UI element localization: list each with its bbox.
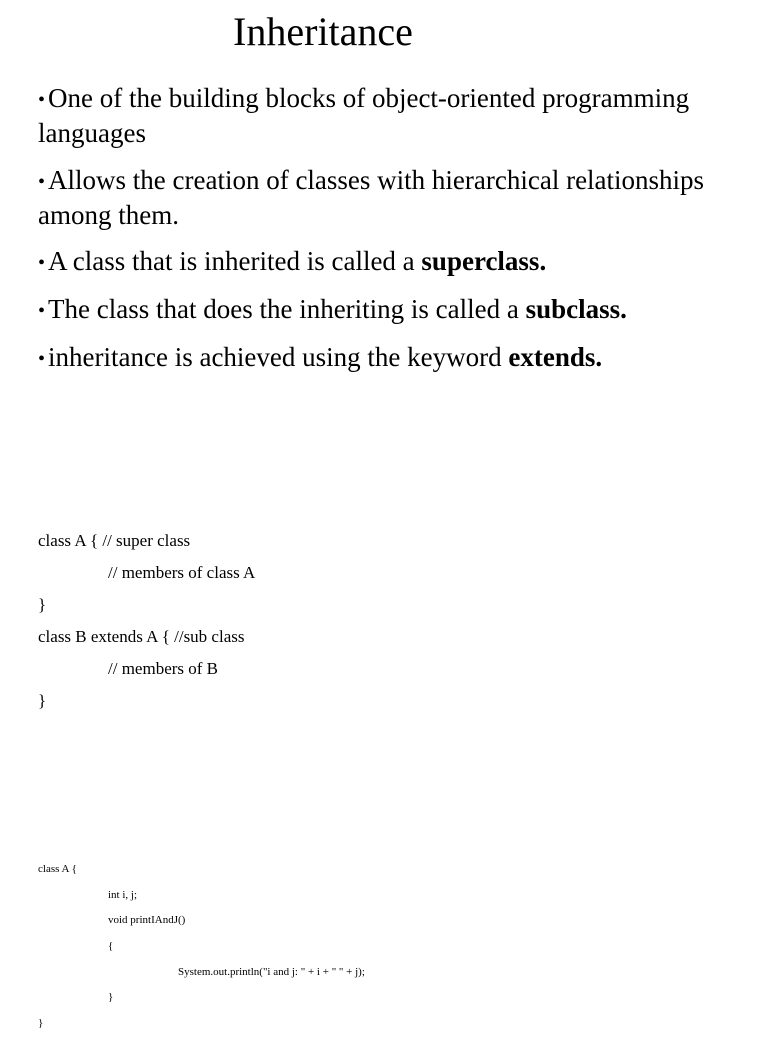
bullet-dot: •: [38, 300, 46, 322]
bullet-text: One of the building blocks of object-oriented programming languages: [38, 83, 690, 148]
bullet-dot: •: [38, 89, 46, 111]
bullet-text: Allows the creation of classes with hierarchical relationships among them.: [38, 165, 705, 230]
bullet-keyword: subclass.: [525, 294, 627, 324]
bullet-text: The class that does the inheriting is called a: [48, 294, 526, 324]
code-example-2: [38, 860, 365, 1040]
code-example-1: [38, 527, 255, 719]
bullet-dot: •: [38, 252, 46, 274]
bullet-dot: •: [38, 348, 46, 370]
code-line: int i, j;: [108, 888, 138, 901]
code-line: {: [108, 940, 114, 953]
code-line: class A {: [38, 863, 77, 875]
bullet-keyword: superclass.: [421, 246, 547, 276]
code-line: }: [38, 1017, 44, 1030]
page-title: Inheritance: [233, 9, 413, 54]
code-line: }: [38, 691, 47, 710]
code-line: }: [108, 991, 114, 1004]
bullet-text: inheritance is achieved using the keyword: [48, 342, 509, 372]
code-line: }: [38, 595, 47, 614]
code-line: // members of B: [108, 659, 219, 678]
code-line: // members of class A: [108, 563, 256, 582]
bullet-text: A class that is inherited is called a: [48, 246, 422, 276]
bullet-item: [38, 245, 758, 280]
code-line: class B extends A { //sub class: [38, 627, 245, 646]
bullet-keyword: extends.: [508, 342, 603, 372]
bullet-list: [38, 82, 758, 390]
code-line: void printIAndJ(): [108, 914, 186, 927]
code-line: System.out.println("i and j: " + i + " " + j);: [178, 965, 365, 978]
bullet-item: [38, 164, 758, 232]
bullet-item: [38, 341, 758, 376]
bullet-dot: •: [38, 171, 46, 193]
code-line: class A { // super class: [38, 531, 191, 550]
bullet-item: [38, 82, 758, 150]
bullet-item: [38, 293, 758, 328]
